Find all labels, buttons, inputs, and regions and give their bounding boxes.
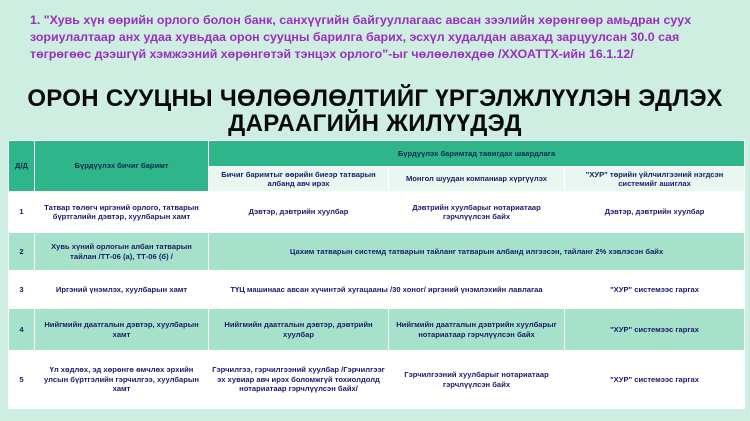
row-document: Үл хөдлөх, эд хөрөнгө өмчлөх эрхийн улсын бүртгэлийн гэрчилгээ, хуулбарын хамт — [35, 351, 209, 409]
row-num: 1 — [9, 192, 35, 233]
table-row — [9, 233, 745, 271]
row-in-person: Нийгмийн даатгалын дэвтэр, дэвтрийн хуулбар — [209, 309, 389, 351]
page-title — [0, 86, 750, 136]
requirements-table — [8, 140, 745, 409]
row-post: Нийгмийн даатгалын дэвтрийн хуулбарыг нотариатаар гэрчлүүлсэн байх — [389, 309, 565, 351]
row-document: Хувь хүний орлогын албан татварын тайлан /ТТ-06 (а), ТТ-06 (б) / — [35, 233, 209, 271]
header-requirements: Бүрдүүлэх баримтад тавигдах шаардлага — [209, 141, 745, 167]
row-num: 3 — [9, 271, 35, 309]
row-in-person: ТҮЦ машинаас авсан хүчинтэй хугацааны /30 хоног/ иргэний үнэмлэхийн лавлагаа — [209, 271, 565, 309]
row-post: Дэвтрийн хуулбарыг нотариатаар гэрчлүүлсэн байх — [389, 192, 565, 233]
row-in-person: Дэвтэр, дэвтрийн хуулбар — [209, 192, 389, 233]
header-document: Бүрдүүлэх бичиг баримт — [35, 141, 209, 192]
subheader-khur: "ХУР" төрийн үйлчилгээний нэгдсэн системийг ашиглах — [565, 167, 745, 192]
table-row — [9, 351, 745, 409]
row-document: Татвар төлөгч иргэний орлого, татварын бүртгэлийн дэвтэр, хуулбарын хамт — [35, 192, 209, 233]
table-row — [9, 309, 745, 351]
table-row — [9, 271, 745, 309]
row-post: Гэрчилгээний хуулбарыг нотариатаар гэрчлүүлсэн байх — [389, 351, 565, 409]
table-row — [9, 192, 745, 233]
row-in-person: Гэрчилгээ, гэрчилгээний хуулбар /Гэрчилгээг эх хувиар авч ирэх боломжгүй тохиолдолд нотариатаар гэрчлүүлсэн байх/ — [209, 351, 389, 409]
row-document: Нийгмийн даатгалын дэвтэр, хуулбарын хамт — [35, 309, 209, 351]
row-num: 4 — [9, 309, 35, 351]
title-line-1: ОРОН СУУЦНЫ ЧӨЛӨӨЛӨЛТИЙГ ҮРГЭЛЖЛҮҮЛЭН ЭДЛЭХ — [27, 85, 723, 112]
title-line-2: ДАРААГИЙН ЖИЛҮҮДЭД — [228, 110, 522, 137]
row-num: 5 — [9, 351, 35, 409]
row-khur: "ХУР" системээс гаргах — [565, 271, 745, 309]
header-num: Д/Д — [9, 141, 35, 192]
row-merged-requirement: Цахим татварын системд татварын тайланг татварын албанд илгээсэн, тайланг 2% хэвлэсэн байх — [209, 233, 745, 271]
intro-text: 1. "Хувь хүн өөрийн орлого болон банк, санхүүгийн байгууллагаас авсан зээлийн хөрөнгөөр амьдран суух зориулалтаар анх удаа хувьдаа орон сууцны барилга барих, эсхүл худалдан авахад зарцуулсан 30.0 сая төгрөгөөс дээшгүй хэмжээний хөрөнгөтэй тэнцэх орлого"-ыг чөлөөлөхдөө /ХХОАТТХ-ийн 16.1.12/ — [30, 13, 692, 61]
subheader-in-person: Бичиг баримтыг өөрийн биеэр татварын албанд авч ирэх — [209, 167, 389, 192]
subheader-post: Монгол шуудан компаниар хүргүүлэх — [389, 167, 565, 192]
table-header-row — [9, 141, 745, 167]
row-khur: "ХУР" системээс гаргах — [565, 351, 745, 409]
row-num: 2 — [9, 233, 35, 271]
row-khur: "ХУР" системээс гаргах — [565, 309, 745, 351]
row-document: Иргэний үнэмлэх, хуулбарын хамт — [35, 271, 209, 309]
row-khur: Дэвтэр, дэвтрийн хуулбар — [565, 192, 745, 233]
